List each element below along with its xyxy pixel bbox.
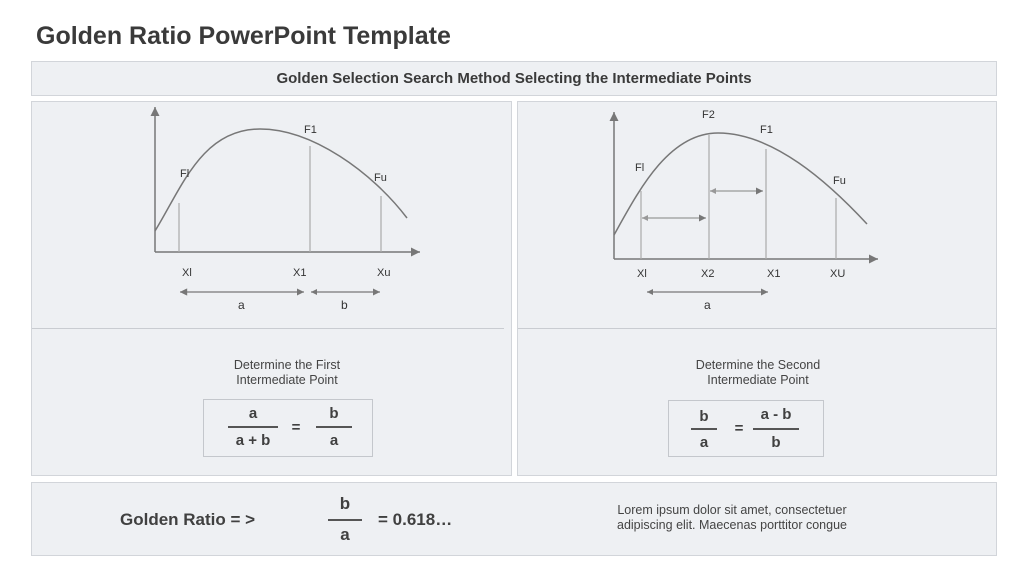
first-point-diagram bbox=[32, 102, 513, 327]
second-point-formula bbox=[668, 400, 824, 457]
function-curve bbox=[614, 133, 867, 235]
label-fl: Fl bbox=[180, 168, 190, 180]
label-xu: XU bbox=[830, 268, 846, 280]
fraction-bar bbox=[691, 428, 717, 430]
subtitle-bar bbox=[31, 61, 997, 96]
label-a: a bbox=[238, 298, 245, 312]
first-point-caption bbox=[172, 358, 402, 388]
formula-lhs-denominator: a + b bbox=[235, 432, 271, 449]
label-x1: X1 bbox=[767, 268, 781, 280]
description-line-1: Lorem ipsum dolor sit amet, consectetuer bbox=[617, 503, 847, 517]
formula-equals: = bbox=[734, 420, 744, 437]
formula-lhs-numerator: a bbox=[248, 405, 258, 422]
fraction-bar bbox=[328, 519, 362, 521]
label-f1: F1 bbox=[760, 124, 773, 136]
formula-equals: = bbox=[291, 419, 301, 436]
ratio-result: = 0.618… bbox=[378, 510, 453, 529]
page-title: Golden Ratio PowerPoint Template bbox=[36, 22, 451, 50]
golden-ratio-panel bbox=[31, 482, 997, 556]
description-line-2: adipiscing elit. Maecenas porttitor congue bbox=[617, 518, 847, 532]
ratio-denominator: a bbox=[340, 525, 350, 544]
formula-rhs-denominator: b bbox=[771, 434, 781, 451]
caption-line-2: Intermediate Point bbox=[707, 373, 809, 387]
label-xu: Xu bbox=[377, 267, 391, 279]
label-fu: Fu bbox=[833, 175, 846, 187]
function-curve bbox=[155, 129, 407, 231]
label-xl: Xl bbox=[182, 267, 192, 279]
description-text bbox=[572, 503, 892, 533]
caption-line-2: Intermediate Point bbox=[236, 373, 338, 387]
ratio-numerator: b bbox=[339, 494, 351, 513]
label-xl: Xl bbox=[637, 268, 647, 280]
golden-ratio-label: Golden Ratio = > bbox=[120, 510, 256, 529]
label-f1: F1 bbox=[304, 124, 317, 136]
subtitle-text: Golden Selection Search Method Selecting the Intermediate Points bbox=[276, 70, 752, 87]
fraction-bar bbox=[316, 426, 352, 428]
formula-rhs-numerator: b bbox=[329, 405, 339, 422]
formula-lhs-numerator: b bbox=[699, 408, 709, 425]
fraction-bar bbox=[228, 426, 278, 428]
formula-rhs-numerator: a - b bbox=[760, 406, 792, 423]
label-x2: X2 bbox=[701, 268, 715, 280]
formula-rhs-denominator: a bbox=[329, 432, 339, 449]
first-point-formula bbox=[203, 399, 373, 457]
first-point-panel bbox=[31, 101, 512, 476]
caption-line-1: Determine the Second bbox=[695, 358, 821, 372]
label-b: b bbox=[341, 298, 348, 312]
label-fu: Fu bbox=[374, 172, 387, 184]
label-a: a bbox=[704, 298, 711, 312]
formula-lhs-denominator: a bbox=[699, 434, 709, 451]
panel-divider bbox=[32, 328, 504, 329]
caption-line-1: Determine the First bbox=[233, 358, 341, 372]
panel-divider bbox=[518, 328, 996, 329]
second-point-caption bbox=[643, 358, 873, 388]
label-x1: X1 bbox=[293, 267, 307, 279]
second-point-diagram bbox=[518, 102, 998, 327]
second-point-panel bbox=[517, 101, 997, 476]
fraction-bar bbox=[753, 428, 799, 430]
label-f2: F2 bbox=[702, 109, 715, 121]
label-fl: Fl bbox=[635, 162, 645, 174]
